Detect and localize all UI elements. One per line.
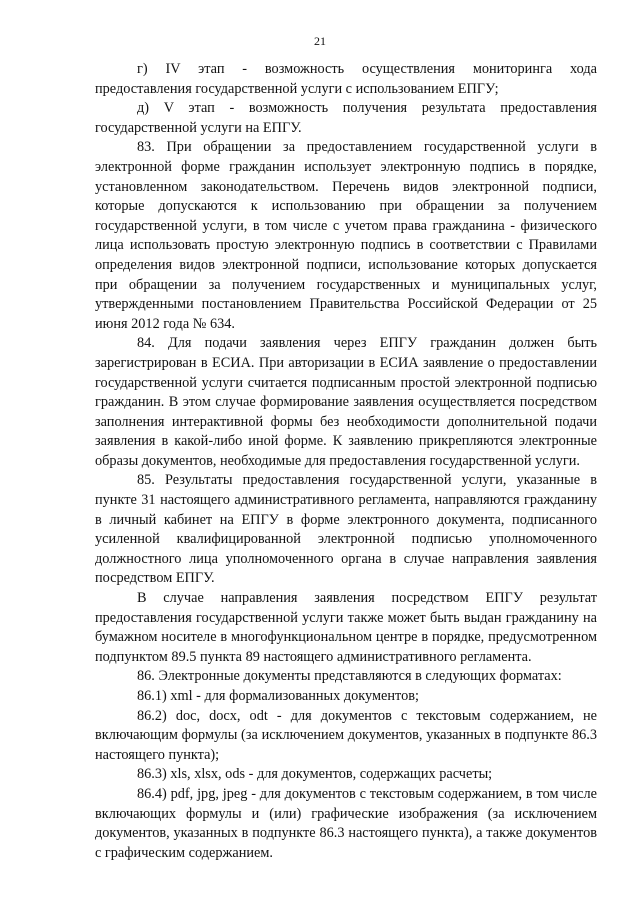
paragraph-85-continued: В случае направления заявления посредством ЕПГУ результат предоставления государственной услуги также может быть выдан гражданину на бумажном носителе в многофункциональном центре в порядке, предусмотренном подпунктом 89.5 пункта 89 настоящего административного регламента.	[95, 590, 597, 665]
paragraph-84: 84. Для подачи заявления через ЕПГУ гражданин должен быть зарегистрирован в ЕСИА. При авторизации в ЕСИА заявление о предоставлении государственной услуги считается подписанным простой электронной подписью гражданин. В этом случае формирование заявления осуществляется посредством заполнения интерактивной формы без необходимости дополнительной подачи заявления в какой-либо иной форме. К заявлению прикрепляются электронные образы документов, необходимые для предоставления государственной услуги.	[95, 335, 597, 469]
paragraph-86-1: 86.1) xml - для формализованных документов;	[137, 688, 419, 704]
paragraph-stage-4: г) IV этап - возможность осуществления мониторинга хода предоставления государственной услуги с использованием ЕПГУ;	[95, 61, 597, 97]
paragraph-86-4: 86.4) pdf, jpg, jpeg - для документов с текстовым содержанием, в том числе включающих формулы и (или) графические изображения (за исключением документов, указанных в подпункте 86.3 настоящего пункта), а также документов с графическим содержанием.	[95, 785, 597, 861]
paragraph-86-2: 86.2) doc, docx, odt - для документов с текстовым содержанием, не включающим формулы (за исключением документов, указанных в подпункте 86.3 настоящего пункта);	[95, 707, 597, 763]
document-body	[95, 60, 597, 863]
paragraph-86-3: 86.3) xls, xlsx, ods - для документов, содержащих расчеты;	[137, 766, 493, 783]
paragraph-stage-5: д) V этап - возможность получения результата предоставления государственной услуги на ЕПГУ.	[95, 100, 597, 136]
paragraph-86: 86. Электронные документы представляются в следующих форматах:	[137, 668, 562, 685]
page-number: 21	[314, 34, 326, 48]
paragraph-85: 85. Результаты предоставления государственной услуги, указанные в пункте 31 настоящего административного регламента, направляются гражданину в личный кабинет на ЕПГУ в форме электронного документа, подписанного усиленной квалифицированной электронной подписью уполномоченного должностного лица уполномоченного органа в случае направления заявления посредством ЕПГУ.	[95, 472, 597, 587]
paragraph-83: 83. При обращении за предоставлением государственной услуги в электронной форме гражданин использует электронную подпись в порядке, установленном законодательством. Перечень видов электронной подписи, которые допускаются к использованию при обращении за получением государственной услуги, в том числе с учетом права гражданина - физического лица использовать простую электронную подпись в соответствии с Правилами определения видов электронной подписи, использование которых допускается при обращении за получением государственных и муниципальных услуг, утвержденными постановлением Правительства Российской Федерации от 25 июня 2012 года № 634.	[95, 139, 597, 332]
